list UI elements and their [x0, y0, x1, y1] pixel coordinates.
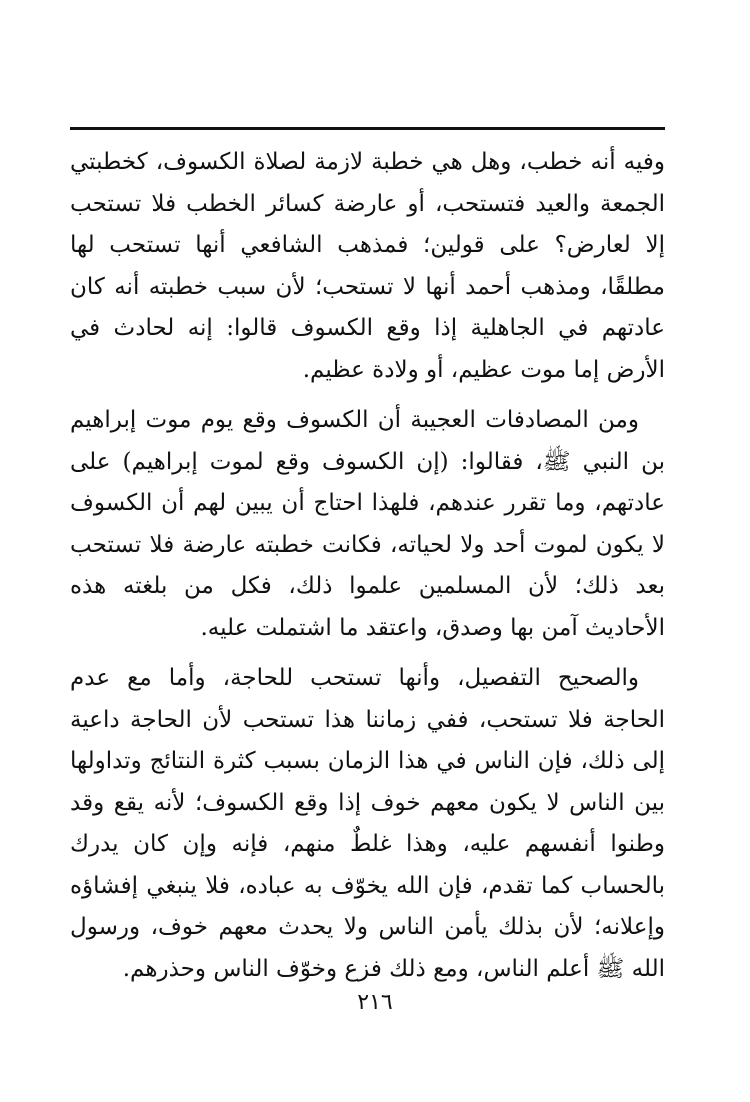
paragraph-1: وفيه أنه خطب، وهل هي خطبة لازمة لصلاة الكسوف، كخطبتي الجمعة والعيد فتستحب، أو عارضة كسائر الخطب فلا تستحب إلا لعارض؟ على قولين؛ فمذهب الشافعي أنها تستحب لها مطلقًا، ومذهب أحمد أنها لا تستحب؛ لأن سبب خطبته أنه كان عادتهم في الجاهلية إذا وقع الكسوف قالوا: إنه لحادث في الأرض إما موت عظيم، أو ولادة عظيم.	[70, 149, 665, 383]
header-rule	[70, 127, 665, 130]
body-text	[70, 142, 665, 990]
paragraph-3: والصحيح التفصيل، وأنها تستحب للحاجة، وأما مع عدم الحاجة فلا تستحب، ففي زماننا هذا تستحب لأن الحاجة داعية إلى ذلك، فإن الناس في هذا الزمان بسبب كثرة النتائج وتداولها بين الناس لا يكون معهم خوف إذا وقع الكسوف؛ لأنه يقع وقد وطنوا أنفسهم عليه، وهذا غلطٌ منهم، فإنه وإن كان يدرك بالحساب كما تقدم، فإن الله يخوّف به عباده، فلا ينبغي إفشاؤه وإعلانه؛ لأن بذلك يأمن الناس ولا يحدث معهم خوف، ورسول الله ﷺ أعلم الناس، ومع ذلك فزع وخوّف الناس وحذرهم.	[70, 665, 665, 982]
page-number: ٢١٦	[357, 990, 393, 1015]
paragraph-2: ومن المصادفات العجيبة أن الكسوف وقع يوم موت إبراهيم بن النبي ﷺ، فقالوا: (إن الكسوف وقع لموت إبراهيم) على عادتهم، وما تقرر عندهم، فلهذا احتاج أن يبين لهم أن الكسوف لا يكون لموت أحد ولا لحياته، فكانت خطبته عارضة فلا تستحب بعد ذلك؛ لأن المسلمين علموا ذلك، فكل من بلغته هذه الأحاديث آمن بها وصدق، واعتقد ما اشتملت عليه.	[70, 407, 665, 641]
